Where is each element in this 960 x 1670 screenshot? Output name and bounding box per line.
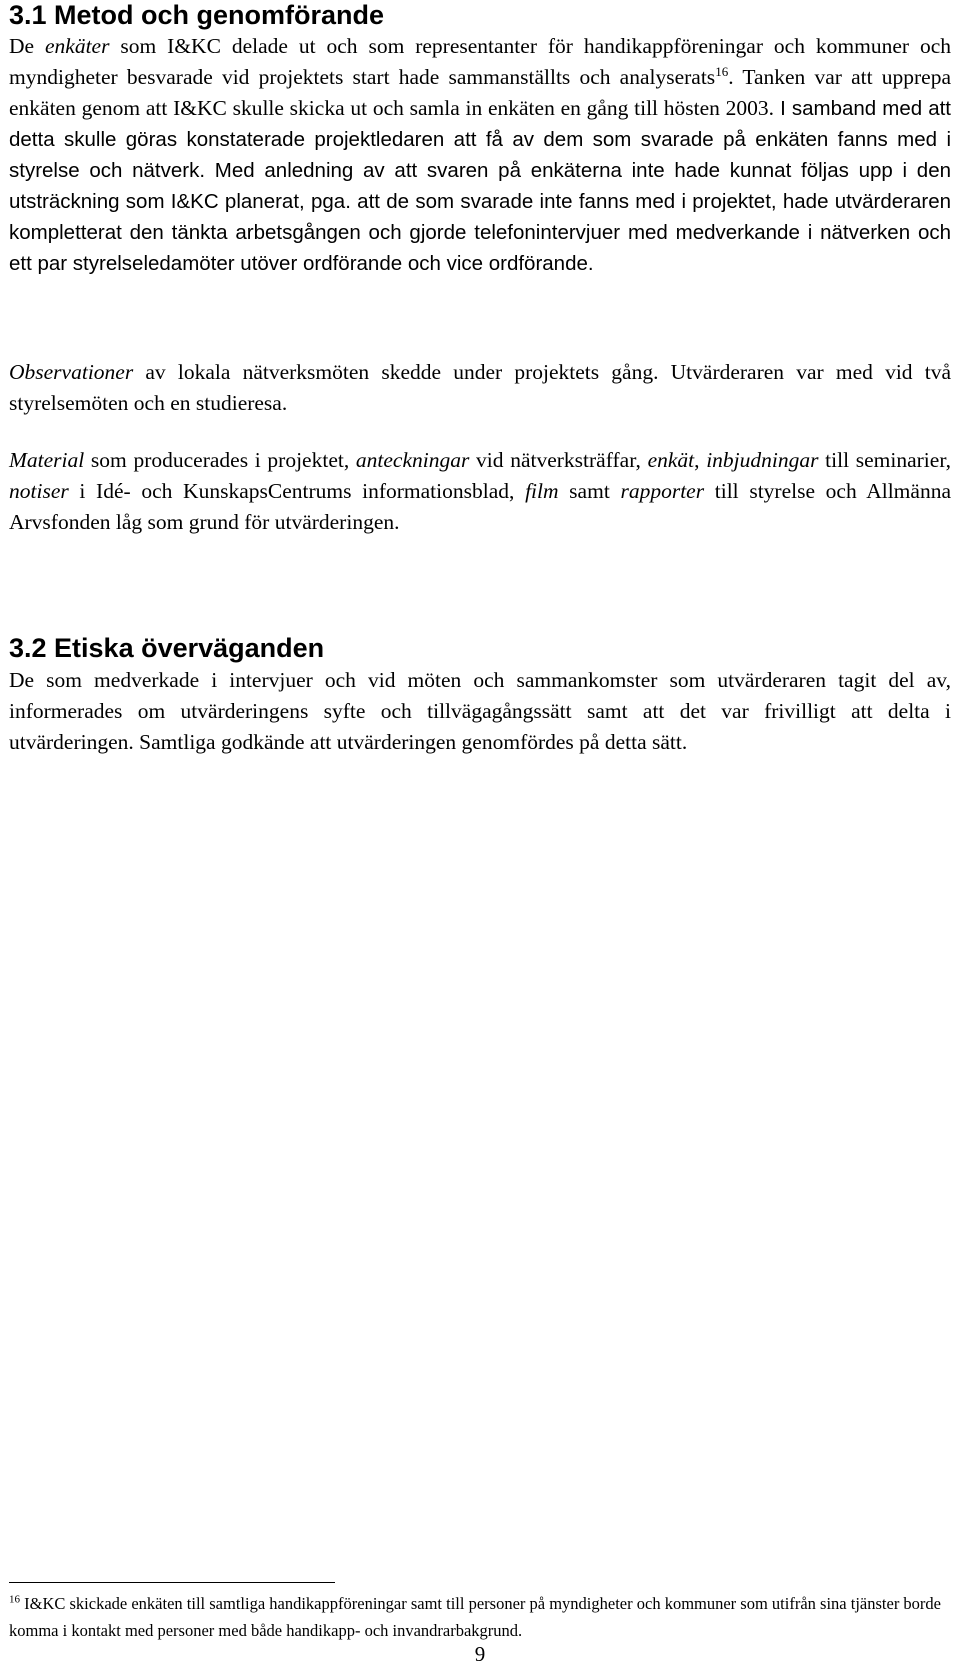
footnote-divider <box>9 1582 335 1583</box>
text-run: . Tanken var att upprepa enkäten genom att I&KC skulle skicka ut och samla in enkäten en gång till hösten 2003. <box>9 65 951 120</box>
page-number: 9 <box>474 1642 486 1666</box>
footnote-number: 16 <box>9 1593 20 1606</box>
text-run: till styrelse och Allmänna Arvsfonden låg som grund för utvärderingen. <box>9 479 951 534</box>
italic-term-observationer: Observationer <box>9 360 134 384</box>
text-run: , <box>694 448 707 472</box>
text-run-sans: I samband med att detta skulle göras konstaterade projektledaren att få av dem som svarade på enkäten fanns med i styrelse och nätverk. <box>9 97 951 182</box>
document-page <box>9 0 951 1670</box>
text-run: som I&KC delade ut och som representanter för handikappföreningar och kommuner och myndigheter besvarade vid projektets start hade sammanställts och analyserats <box>9 34 951 89</box>
paragraph-material <box>9 445 951 538</box>
text-run: av lokala nätverksmöten skedde under projektets gång. Utvärderaren var med vid två styrelsemöten och en studieresa. <box>9 360 951 415</box>
paragraph-enkater <box>9 31 951 279</box>
footnote <box>9 1590 951 1644</box>
text-run: vid nätverksträffar, <box>469 448 648 472</box>
text-run: till seminarier, <box>818 448 951 472</box>
italic-term-film: film <box>525 479 559 503</box>
section-heading-metod: 3.1 Metod och genomförande <box>9 0 385 30</box>
text-run-sans: Med anledning av att svaren på enkäterna inte hade kunnat följas upp i den utsträckning som I&KC planerat, pga. att de som svarade inte fanns med i projektet, hade utvärderaren kompletterat den tänkta arbetsgången och gjorde telefonintervjuer med medverkande i nätverken och ett par styrelseledamöter utöver ordförande och vice ordförande. <box>9 159 951 275</box>
text-run: De <box>9 34 45 58</box>
italic-term-anteckningar: anteckningar <box>355 448 470 472</box>
text-run: i Idé- och KunskapsCentrums informationsblad, <box>68 479 526 503</box>
italic-term-enkat: enkät <box>647 448 695 472</box>
text-run: samt <box>558 479 621 503</box>
italic-term-rapporter: rapporter <box>620 479 705 503</box>
footnote-reference[interactable]: 16 <box>715 63 729 79</box>
italic-term-material: Material <box>9 448 85 472</box>
italic-term-notiser: notiser <box>9 479 69 503</box>
paragraph-etiska: De som medverkade i intervjuer och vid möten och sammankomster som utvärderaren tagit del av, informerades om utvärderingens syfte och tillvägagångssätt samt att det var frivilligt att delta i utvärderingen. Samtliga godkände att utvärderingen genomfördes på detta sätt. <box>9 668 951 754</box>
italic-term-inbjudningar: inbjudningar <box>706 448 819 472</box>
paragraph-observationer <box>9 357 951 419</box>
section-heading-etiska: 3.2 Etiska överväganden <box>9 633 325 663</box>
footnote-text: I&KC skickade enkäten till samtliga handikappföreningar samt till personer på myndigheter och kommuner som utifrån sina tjänster borde komma i kontakt med personer med både handikapp- och invandrarbakgrund. <box>9 1594 942 1640</box>
text-run: som producerades i projektet, <box>84 448 356 472</box>
italic-term-enkater: enkäter <box>45 34 110 58</box>
